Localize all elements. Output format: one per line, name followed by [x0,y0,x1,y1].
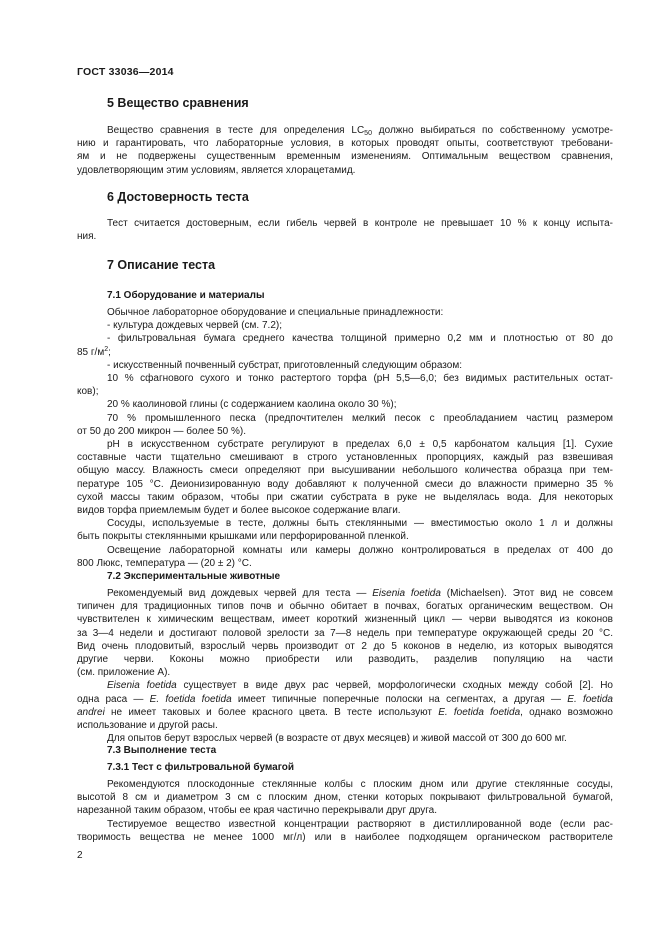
text-line: ния. [77,231,97,243]
subsection-7-2-body [77,587,613,745]
subsection-7-1-body [77,306,613,570]
text-line: общую массу. Влажность смеси определяют при высушивании небольшого количества образца при тем- [77,465,613,477]
text-line: Сосуды, используемые в тесте, должны быть стеклянными — вместимостью около 1 л и должны [107,518,613,530]
text-line: творимость вещества не менее 1000 мг/л) или в наиболее подходящем органическом растворителе [77,831,613,843]
section-7-title: 7 Описание теста [107,258,216,272]
text-line: Обычное лабораторное оборудование и специальные принадлежности: [107,307,444,318]
section-6-title: 6 Достоверность теста [107,190,249,204]
text-line: составные части тщательно смешивают в строго установленных пропорциях, каждый раз взвешивая [77,452,613,464]
text-line: 70 % промышленного песка (предпочтителен мелкий песок с преобладанием частиц размером [107,412,613,424]
text-line: ков); [77,386,99,398]
page-number: 2 [77,850,83,861]
subsection-7-1-title: 7.1 Оборудование и материалы [107,290,265,301]
text-line: Вещество сравнения в тесте для определения $LC_{50}$ должно выбираться по собственному усмотре- [107,125,613,137]
subsection-7-3-1-title: 7.3.1 Тест с фильтровальной бумагой [107,762,295,773]
subsection-7-3-title: 7.3 Выполнение теста [107,745,217,756]
document-header: ГОСТ 33036—2014 [77,66,174,78]
text-line: нарезанной таким образом, чтобы ее края частично перекрывали друг друга. [77,805,437,817]
text-line: 10 % сфагнового сухого и тонко растертого торфа (pH 5,5—6,0; без видимых растительных остат- [107,373,613,385]
text-line: Тестируемое вещество известной концентрации растворяют в дистиллированной воде (если рас- [107,818,613,830]
text-line: 800 Люкс, температура — (20 ± 2) °С. [77,557,252,569]
text-line: (см. приложение А). [77,667,171,679]
subsection-7-3-1-body [77,778,613,844]
text-line: сухой массы таким образом, чтобы при сжатии субстрата в руке не выделялась вода. Для некоторых [77,491,613,503]
section-5-body [77,124,613,177]
text-line: pH в искусственном субстрате регулируют в пределах 6,0 ± 0,5 карбонатом кальция [1]. Сухие [107,439,613,451]
text-line: - искусственный почвенный субстрат, приготовленный следующим образом: [107,359,462,371]
subsection-7-2-title: 7.2 Экспериментальные животные [107,571,281,582]
text-line: Рекомендуются плоскодонные стеклянные колбы с плоским дном или другие стеклянные сосуды, [107,779,613,790]
text-line: - культура дождевых червей (см. 7.2); [107,320,282,332]
text-line: ям и не подвержены существенным временным изменениям. Оптимальным веществом сравнения, [77,151,613,163]
text-line: 20 % каолиновой глины (с содержанием каолина около 30 %); [107,399,397,411]
text-line: высотой 8 см и диаметром 3 см с плоским дном, стенки которых покрывают фильтровальной бумагой, [77,792,613,804]
text-line: типичен для традиционных типов почв и обычно обитает в почвах, богатых органическим веществом. Он [77,601,613,613]
text-line: другие черви. Коконы можно приобрести или разводить, разделив популяцию на части [77,654,613,666]
text-line: нию и гарантировать, что лабораторные условия, в которых проводят опыты, соответствуют требовани- [77,138,613,150]
section-5-title: 5 Вещество сравнения [107,96,249,110]
section-6-body [77,217,613,243]
text-line: удовлетворяющим этим условиям, является хлорацетамид. [77,164,356,176]
text-line: Для опытов берут взрослых червей (в возрасте от двух месяцев) и живой массой от 300 до 600 мг. [107,733,567,745]
text-line: чувствителен к химическим веществам, имеет короткий жизненный цикл — черви выводятся из коконов [77,614,613,626]
text-line: быть покрыты стеклянными крышками или перфорированной пленкой. [77,531,409,543]
text-line: Тест считается достоверным, если гибель червей в контроле не превышает 10 % к концу испыта- [107,218,613,229]
text-line: от 50 до 200 микрон — более 50 %). [77,425,246,437]
text-line: Рекомендуемый вид дождевых червей для теста — Eisenia foetida (Michaelsen). Этот вид не совсем [107,588,613,599]
text-line: использование и другой расы. [77,720,218,732]
text-line: одна раса — E. foetida foetida имеет типичные поперечные полоски на сегментах, а другая — E. foetida [77,693,613,705]
text-line: - фильтровальная бумага среднего качества толщиной примерно 0,2 мм и плотностью от 80 до [107,333,613,345]
text-line: Вид очень плодовитый, взрослый червь производит от 2 до 5 коконов в неделю, из которых выводятся [77,640,613,652]
text-line: видов торфа приемлемым будет и более высокое содержание влаги. [77,505,401,517]
text-line: 85 $г/м^2$; [77,345,111,358]
text-line: Освещение лабораторной комнаты или камеры должно контролироваться в пределах от 400 до [107,544,613,556]
text-line: andrei не имеет таковых и более красного цвета. В тесте используют E. foetida foetida, однако возможно [77,706,613,718]
text-line: Eisenia foetida существует в виде двух рас червей, морфологически сходных между собой [2]. Но [107,680,613,692]
text-line: пературе 105 °С. Деионизированную воду добавляют к полученной смеси до влажности примерно 35 % [77,478,613,490]
text-line: за 3—4 недели и достигают половой зрелости за 7—8 недель при температуре окружающей среды 20 °С. [77,627,613,639]
